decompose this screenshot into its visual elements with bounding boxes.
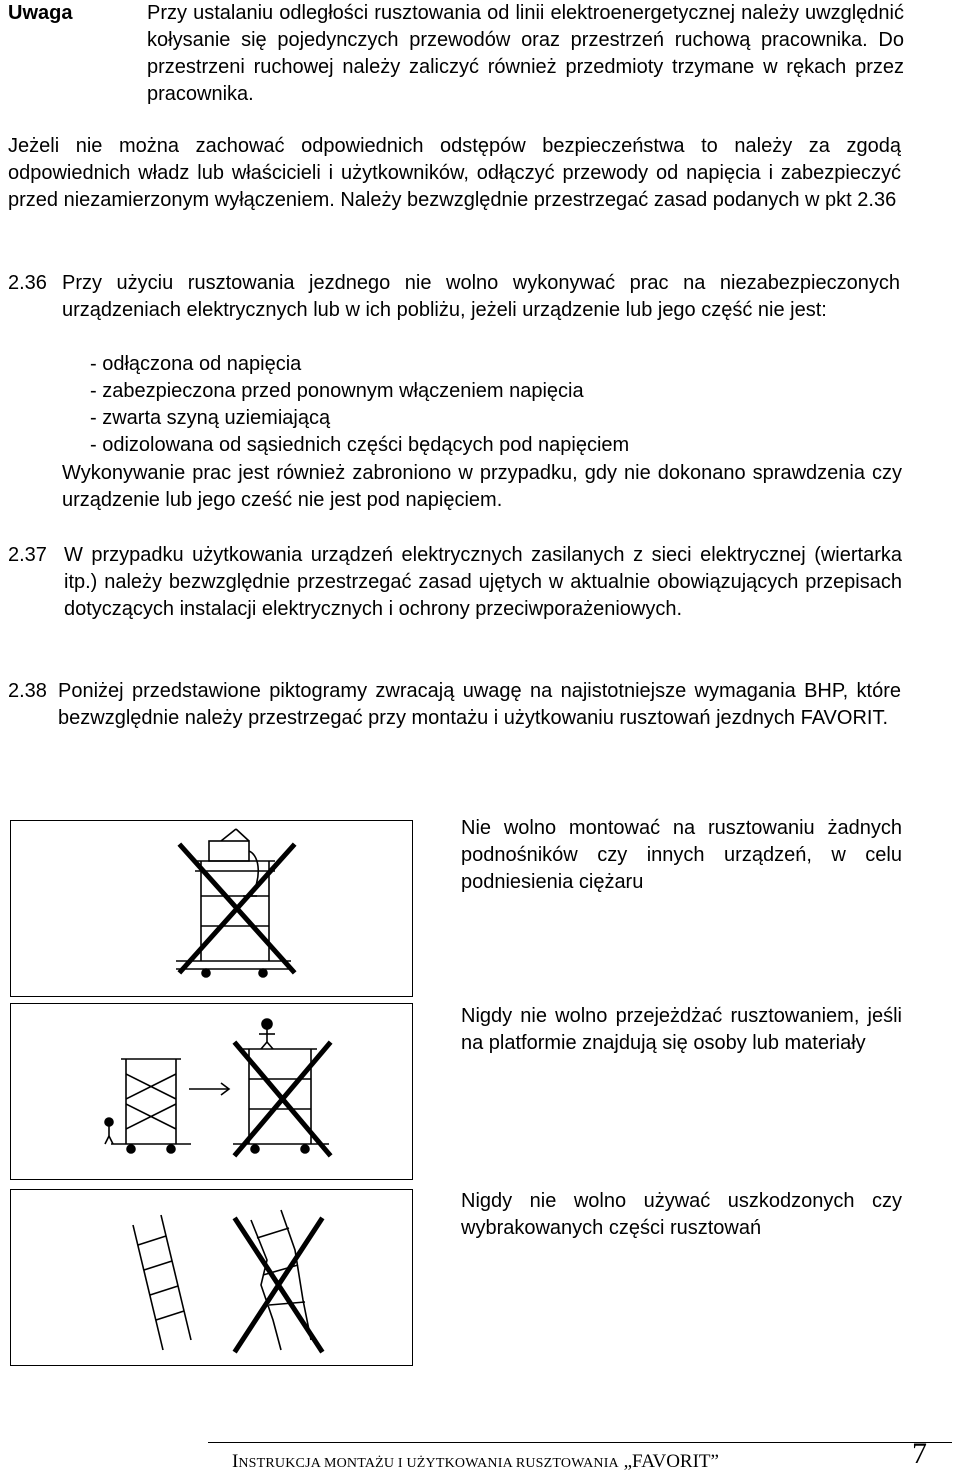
note-text: Przy ustalaniu odległości rusztowania od linii elektroenergetycznej należy uwzględnić kołysanie się pojedynczych przewodów oraz przestrzeń ruchową pracownika. Do przestrzeni ruchowej należy zaliczyć również przedmioty trzymane w rękach przez pracownika. xyxy=(147,2,904,105)
footer-brand: „FAVORIT” xyxy=(623,1451,719,1472)
pictogram-text-2: Nigdy nie wolno przejeżdżać rusztowaniem, jeśli na platformie znajdują się osoby lub materiały xyxy=(461,1005,902,1054)
pictogram-text-1: Nie wolno montować na rusztowaniu żadnych podnośników czy innych urządzeń, w celu podniesienia ciężaru xyxy=(461,817,902,893)
section-number-2-37: 2.37 xyxy=(8,544,47,566)
footer-title-rest: NSTRUKCJA MONTAŻU I UŻYTKOWANIA RUSZTOWANIA xyxy=(238,1456,619,1471)
no-lifting-device-icon xyxy=(11,821,411,995)
pictogram-frame-1 xyxy=(10,820,413,997)
list-item: - zwarta szyną uziemiającą xyxy=(90,407,331,429)
pictogram-frame-3 xyxy=(10,1189,413,1366)
note-label: Uwaga xyxy=(8,2,73,24)
section-text-2-36: Przy użyciu rusztowania jezdnego nie wolno wykonywać prac na niezabezpieczonych urządzeniach elektrycznych lub w ich pobliżu, jeżeli urządzenie lub jego część nie jest: xyxy=(62,272,900,321)
list-item: - zabezpieczona przed ponownym włączeniem napięcia xyxy=(90,380,584,402)
section-text-2-37: W przypadku użytkowania urządzeń elektrycznych zasilanych z sieci elektrycznej (wiertarka itp.) należy bezwzględnie przestrzegać zasad ujętych w aktualnie obowiązujących przepisach dotyczących instalacji elektrycznych i ochrony przeciwporażeniowych. xyxy=(64,544,902,620)
list-item: - odłączona od napięcia xyxy=(90,353,302,375)
section-number-2-38: 2.38 xyxy=(8,680,47,702)
pictogram-text-3: Nigdy nie wolno używać uszkodzonych czy wybrakowanych części rusztowań xyxy=(461,1190,902,1239)
footer-divider xyxy=(208,1442,952,1443)
section-tail-2-36: Wykonywanie prac jest również zabroniono w przypadku, gdy nie dokonano sprawdzenia czy urządzenie lub jego cześć nie jest pod napięciem. xyxy=(62,462,902,511)
no-moving-with-load-icon xyxy=(11,1004,411,1178)
paragraph-safety-distance: Jeżeli nie można zachować odpowiednich odstępów bezpieczeństwa to należy za zgodą odpowiednich władz lub właścicieli i użytkowników, odłączyć przewody od napięcia i zabezpieczyć przed niezamierzonym wyłączeniem. Należy bezwzględnie przestrzegać zasad podanych w pkt 2.36 xyxy=(8,135,901,211)
footer-title-initial: I xyxy=(232,1451,239,1472)
page-number: 7 xyxy=(912,1437,927,1470)
pictogram-frame-2 xyxy=(10,1003,413,1180)
section-number-2-36: 2.36 xyxy=(8,272,47,294)
section-text-2-38: Poniżej przedstawione piktogramy zwracają uwagę na najistotniejsze wymagania BHP, które bezwzględnie należy przestrzegać przy montażu i użytkowaniu rusztowań jezdnych FAVORIT. xyxy=(58,680,901,729)
no-damaged-parts-icon xyxy=(11,1190,411,1364)
requirements-list xyxy=(90,351,629,459)
footer-title xyxy=(232,1448,719,1477)
list-item: - odizolowana od sąsiednich części będących pod napięciem xyxy=(90,434,630,456)
